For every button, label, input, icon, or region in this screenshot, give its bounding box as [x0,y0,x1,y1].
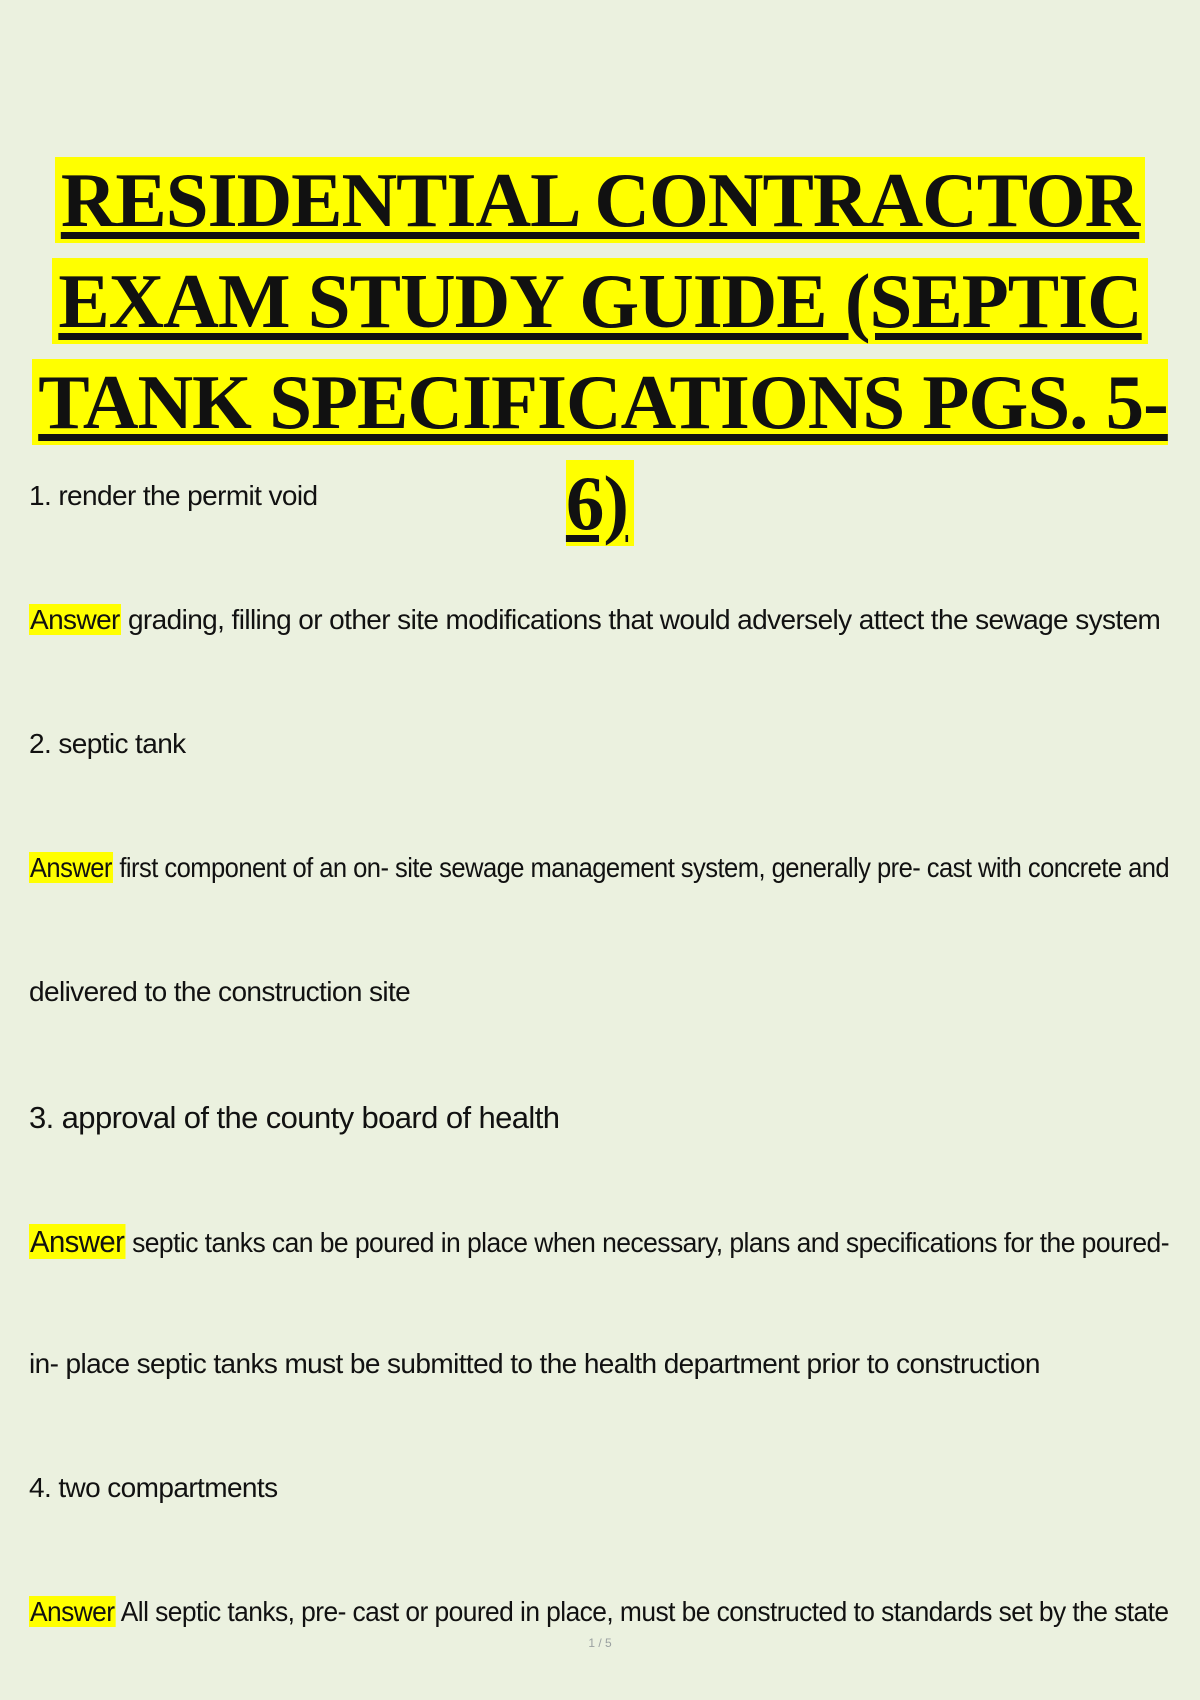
question-3: 3. approval of the county board of health [29,1100,560,1135]
answer-text: first component of an on- site sewage management system, generally pre- cast with concrete and [119,852,1170,883]
answer-label: Answer [30,604,120,635]
answer-2 [29,852,1169,884]
answer-2-continued: delivered to the construction site [29,976,411,1007]
title-line: TANK SPECIFICATIONS PGS. 5-6) [0,352,1200,554]
answer-label: Answer [29,1596,115,1627]
title-line: RESIDENTIAL CONTRACTOR [0,150,1200,251]
title-line: EXAM STUDY GUIDE (SEPTIC [0,251,1200,352]
answer-text: septic tanks can be poured in place when necessary, plans and specifications for the poured- [132,1227,1169,1258]
answer-3-continued: in- place septic tanks must be submitted to the health department prior to construction [29,1348,1040,1379]
page-indicator: 1 / 5 [588,1636,612,1650]
answer-text: All septic tanks, pre- cast or poured in place, must be constructed to standards set by the state [120,1596,1169,1627]
answer-text: grading, filling or other site modifications that would adversely attect the sewage system [127,604,1161,635]
answer-label: Answer [29,1224,125,1259]
answer-label: Answer [29,852,112,883]
question-2: 2. septic tank [29,728,186,759]
question-1: 1. render the permit void [29,480,318,511]
answer-4 [29,1596,1168,1628]
answer-3 [29,1224,1169,1260]
answer-1 [29,604,1160,636]
question-4: 4. two compartments [29,1472,278,1503]
